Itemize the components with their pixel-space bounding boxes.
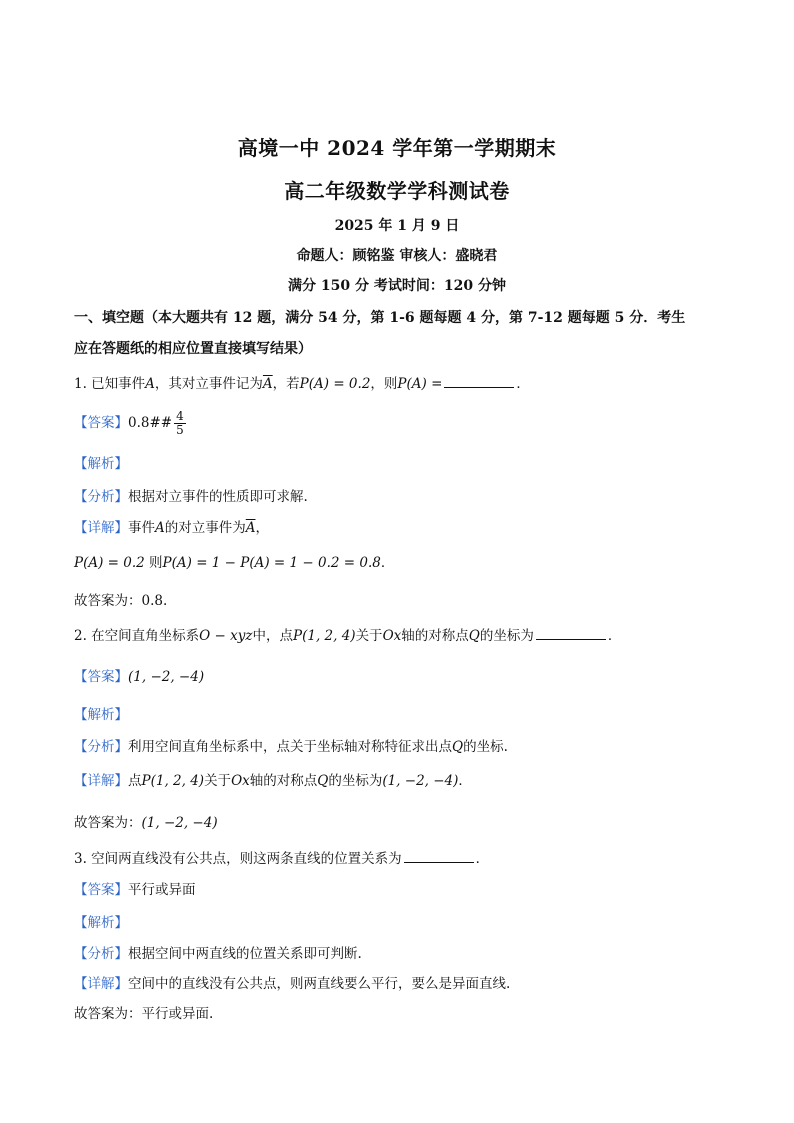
q1-answer-text: 0.8##	[128, 415, 173, 431]
q1-final: 故答案为：0.8.	[74, 593, 168, 609]
q1-answer-numerator: 4	[176, 409, 184, 423]
q3-answer-tag: 【答案】	[74, 882, 128, 898]
q1-detail-c: ，	[255, 520, 269, 536]
q2-stem-a: 2. 在空间直角坐标系	[74, 628, 200, 644]
q2-detail-c: 轴的对称点	[249, 773, 318, 789]
q2-analyze-tag: 【分析】	[74, 739, 128, 755]
q1-calc-b: 则	[149, 555, 163, 571]
q2-final	[74, 811, 218, 831]
q2-expr-p: P(1, 2, 4)	[293, 628, 356, 644]
q1-analyze-tag: 【分析】	[74, 489, 128, 505]
q2-stem-f: ．	[607, 628, 622, 644]
q3-analysis-tag	[74, 911, 128, 931]
q2-analyze	[74, 735, 508, 755]
q3-analyze-text: 根据空间中两直线的位置关系即可判断.	[128, 946, 362, 962]
q1-stem-d: ，则	[370, 376, 398, 392]
q2-analyze-q: Q	[452, 739, 464, 755]
q1-detail-tag: 【详解】	[74, 520, 128, 536]
q3-detail-text: 空间中的直线没有公共点，则两直线要么平行，要么是异面直线.	[128, 976, 511, 992]
q2-detail-tag: 【详解】	[74, 773, 128, 789]
q3-stem-end: ．	[475, 851, 490, 867]
q2-answer-tag: 【答案】	[74, 669, 128, 685]
q3-analyze	[74, 942, 362, 962]
q3-detail	[74, 972, 510, 992]
q2-analyze-end: 的坐标.	[463, 739, 508, 755]
q2-detail-a: 点	[128, 773, 142, 789]
section-heading-line2: 应在答题纸的相应位置直接填写结果）	[74, 341, 312, 357]
q1-calc-d: ．	[380, 555, 395, 571]
q1-answer-blank	[444, 375, 514, 388]
q1-var-a: A	[145, 376, 155, 392]
q1-stem-c: ，若	[272, 376, 300, 392]
q2-detail-d: 的坐标为	[328, 773, 383, 789]
q2-answer-blank	[536, 627, 606, 640]
exam-subtitle: 高二年级数学学科测试卷	[284, 179, 510, 203]
section-heading-line1: 一、填空题（本大题共有 12 题，满分 54 分，第 1-6 题每题 4 分，第 7-12 题每题 5 分．考生	[74, 310, 686, 326]
q2-detail-e: ．	[458, 773, 472, 789]
q1-detail-var-a: A	[155, 520, 165, 536]
q2-detail-ans: (1, −2, −4)	[382, 773, 459, 789]
q2-answer	[74, 665, 204, 685]
q1-calc-c: P(A) = 1 − P(A) = 1 − 0.2 = 0.8	[162, 555, 381, 571]
q3-detail-tag: 【详解】	[74, 976, 128, 992]
q1-analysis-label: 【解析】	[74, 456, 128, 472]
q1-analysis-tag	[74, 452, 128, 472]
q3-analyze-tag: 【分析】	[74, 946, 128, 962]
q2-expr-q: Q	[468, 628, 480, 644]
q1-answer-tag: 【答案】	[74, 415, 128, 431]
q1-var-abar: $\overline{A}$	[262, 376, 273, 392]
exam-authors: 命题人：顾铭鉴 审核人：盛晓君	[296, 248, 498, 264]
q3-final: 故答案为：平行或异面.	[74, 1006, 214, 1022]
q3-answer	[74, 878, 196, 898]
q2-final-a: 故答案为：	[74, 815, 142, 831]
q2-stem-d: 轴的对称点	[401, 628, 469, 644]
q1-stem-a: 1. 已知事件	[74, 376, 146, 392]
q2-detail-axis: Ox	[231, 773, 250, 789]
q1-detail-b: 的对立事件为	[164, 520, 246, 536]
q1-analyze-text: 根据对立事件的性质即可求解.	[128, 489, 308, 505]
q1-stem-e: ．	[516, 376, 530, 392]
q1-stem	[74, 372, 530, 392]
exam-info: 满分 150 分 考试时间：120 分钟	[288, 278, 506, 294]
q2-detail	[74, 769, 472, 789]
q1-detail	[74, 516, 269, 536]
q1-answer	[74, 410, 186, 437]
exam-title: 高境一中 2024 学年第一学期期末	[237, 136, 557, 160]
q3-analysis-label: 【解析】	[74, 915, 128, 931]
q1-expr-pa: P(A) = 0.2	[299, 376, 371, 392]
q1-answer-denominator: 5	[176, 423, 184, 437]
q1-calc-a: P(A) = 0.2	[74, 555, 145, 571]
q2-detail-p: P(1, 2, 4)	[141, 773, 205, 789]
q2-analysis-tag	[74, 703, 128, 723]
q2-analyze-text: 利用空间直角坐标系中，点关于坐标轴对称特征求出点	[128, 739, 452, 755]
q2-detail-b: 关于	[204, 773, 232, 789]
q2-stem-e: 的坐标为	[479, 628, 534, 644]
exam-date: 2025 年 1 月 9 日	[334, 218, 460, 234]
q2-stem	[74, 624, 621, 644]
q3-answer-text: 平行或异面	[128, 882, 196, 898]
q1-calc	[74, 551, 394, 571]
q2-stem-c: 关于	[355, 628, 383, 644]
q1-stem-b: ，其对立事件记为	[154, 376, 263, 392]
q2-final-ans: (1, −2, −4)	[141, 815, 218, 831]
q1-analyze	[74, 485, 308, 505]
q1-answer-fraction	[174, 410, 186, 437]
q3-stem	[74, 847, 489, 867]
q3-stem-text: 3. 空间两直线没有公共点，则这两条直线的位置关系为	[74, 851, 402, 867]
q1-detail-var-abar: $\overline{A}$	[245, 520, 256, 536]
q2-analysis-label: 【解析】	[74, 707, 128, 723]
q1-expr-pabar: P(A) =	[397, 376, 443, 392]
q2-answer-text: (1, −2, −4)	[128, 669, 205, 685]
q2-expr-axis: Ox	[382, 628, 402, 644]
q1-detail-a: 事件	[128, 520, 155, 536]
q3-answer-blank	[404, 850, 474, 863]
q2-stem-b: 中，点	[252, 628, 293, 644]
q2-expr-sys: O − xyz	[199, 628, 253, 644]
q2-detail-q: Q	[317, 773, 329, 789]
